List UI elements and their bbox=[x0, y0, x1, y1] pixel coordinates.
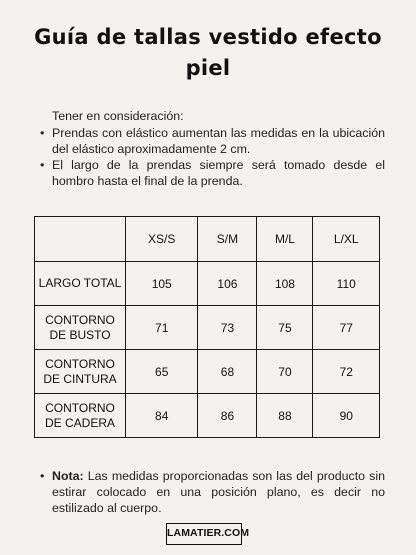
column-header-xs-s: XS/S bbox=[126, 217, 198, 262]
row-label-contorno-cadera: CONTORNO DE CADERA bbox=[35, 394, 126, 438]
table-cell: 110 bbox=[313, 262, 380, 306]
table-cell: 73 bbox=[198, 306, 257, 350]
table-cell: 90 bbox=[313, 394, 380, 438]
row-label-contorno-cintura: CONTORNO DE CINTURA bbox=[35, 350, 126, 394]
table-cell: 71 bbox=[126, 306, 198, 350]
row-label-largo-total: LARGO TOTAL bbox=[35, 262, 126, 306]
brand-badge[interactable]: LAMATIER.COM bbox=[166, 523, 242, 545]
table-cell: 72 bbox=[313, 350, 380, 394]
column-header-s-m: S/M bbox=[198, 217, 257, 262]
considerations-section bbox=[40, 108, 385, 189]
note-paragraph bbox=[40, 468, 385, 516]
considerations-lead: Tener en consideración: bbox=[52, 109, 184, 123]
table-cell: 106 bbox=[198, 262, 257, 306]
size-table bbox=[34, 216, 380, 438]
table-cell: 108 bbox=[257, 262, 313, 306]
column-header-m-l: M/L bbox=[257, 217, 313, 262]
table-cell: 68 bbox=[198, 350, 257, 394]
page-title: Guía de tallas vestido efecto piel bbox=[34, 25, 382, 80]
table-cell: 70 bbox=[257, 350, 313, 394]
table-cell: 88 bbox=[257, 394, 313, 438]
column-header-l-xl: L/XL bbox=[313, 217, 380, 262]
table-cell: 65 bbox=[126, 350, 198, 394]
consideration-item-length: • El largo de la prendas siempre será tomado desde el hombro hasta el final de la prenda. bbox=[40, 157, 385, 189]
note-text: Las medidas proporcionadas son las del producto sin estirar colocado en una posición plano, es decir no estilizado al cuerpo. bbox=[52, 469, 385, 515]
table-row bbox=[35, 350, 380, 394]
note-label: Nota: bbox=[52, 469, 84, 483]
table-cell: 84 bbox=[126, 394, 198, 438]
row-label-contorno-busto: CONTORNO DE BUSTO bbox=[35, 306, 126, 350]
table-header-row bbox=[35, 217, 380, 262]
consideration-item-elastic: • Prendas con elástico aumentan las medidas en la ubicación del elástico aproximadamente 2 cm. bbox=[40, 125, 385, 157]
table-row bbox=[35, 394, 380, 438]
considerations-list bbox=[40, 125, 385, 189]
table-corner-cell bbox=[35, 217, 126, 262]
table-row bbox=[35, 262, 380, 306]
table-cell: 77 bbox=[313, 306, 380, 350]
table-cell: 75 bbox=[257, 306, 313, 350]
table-row bbox=[35, 306, 380, 350]
table-cell: 86 bbox=[198, 394, 257, 438]
table-cell: 105 bbox=[126, 262, 198, 306]
